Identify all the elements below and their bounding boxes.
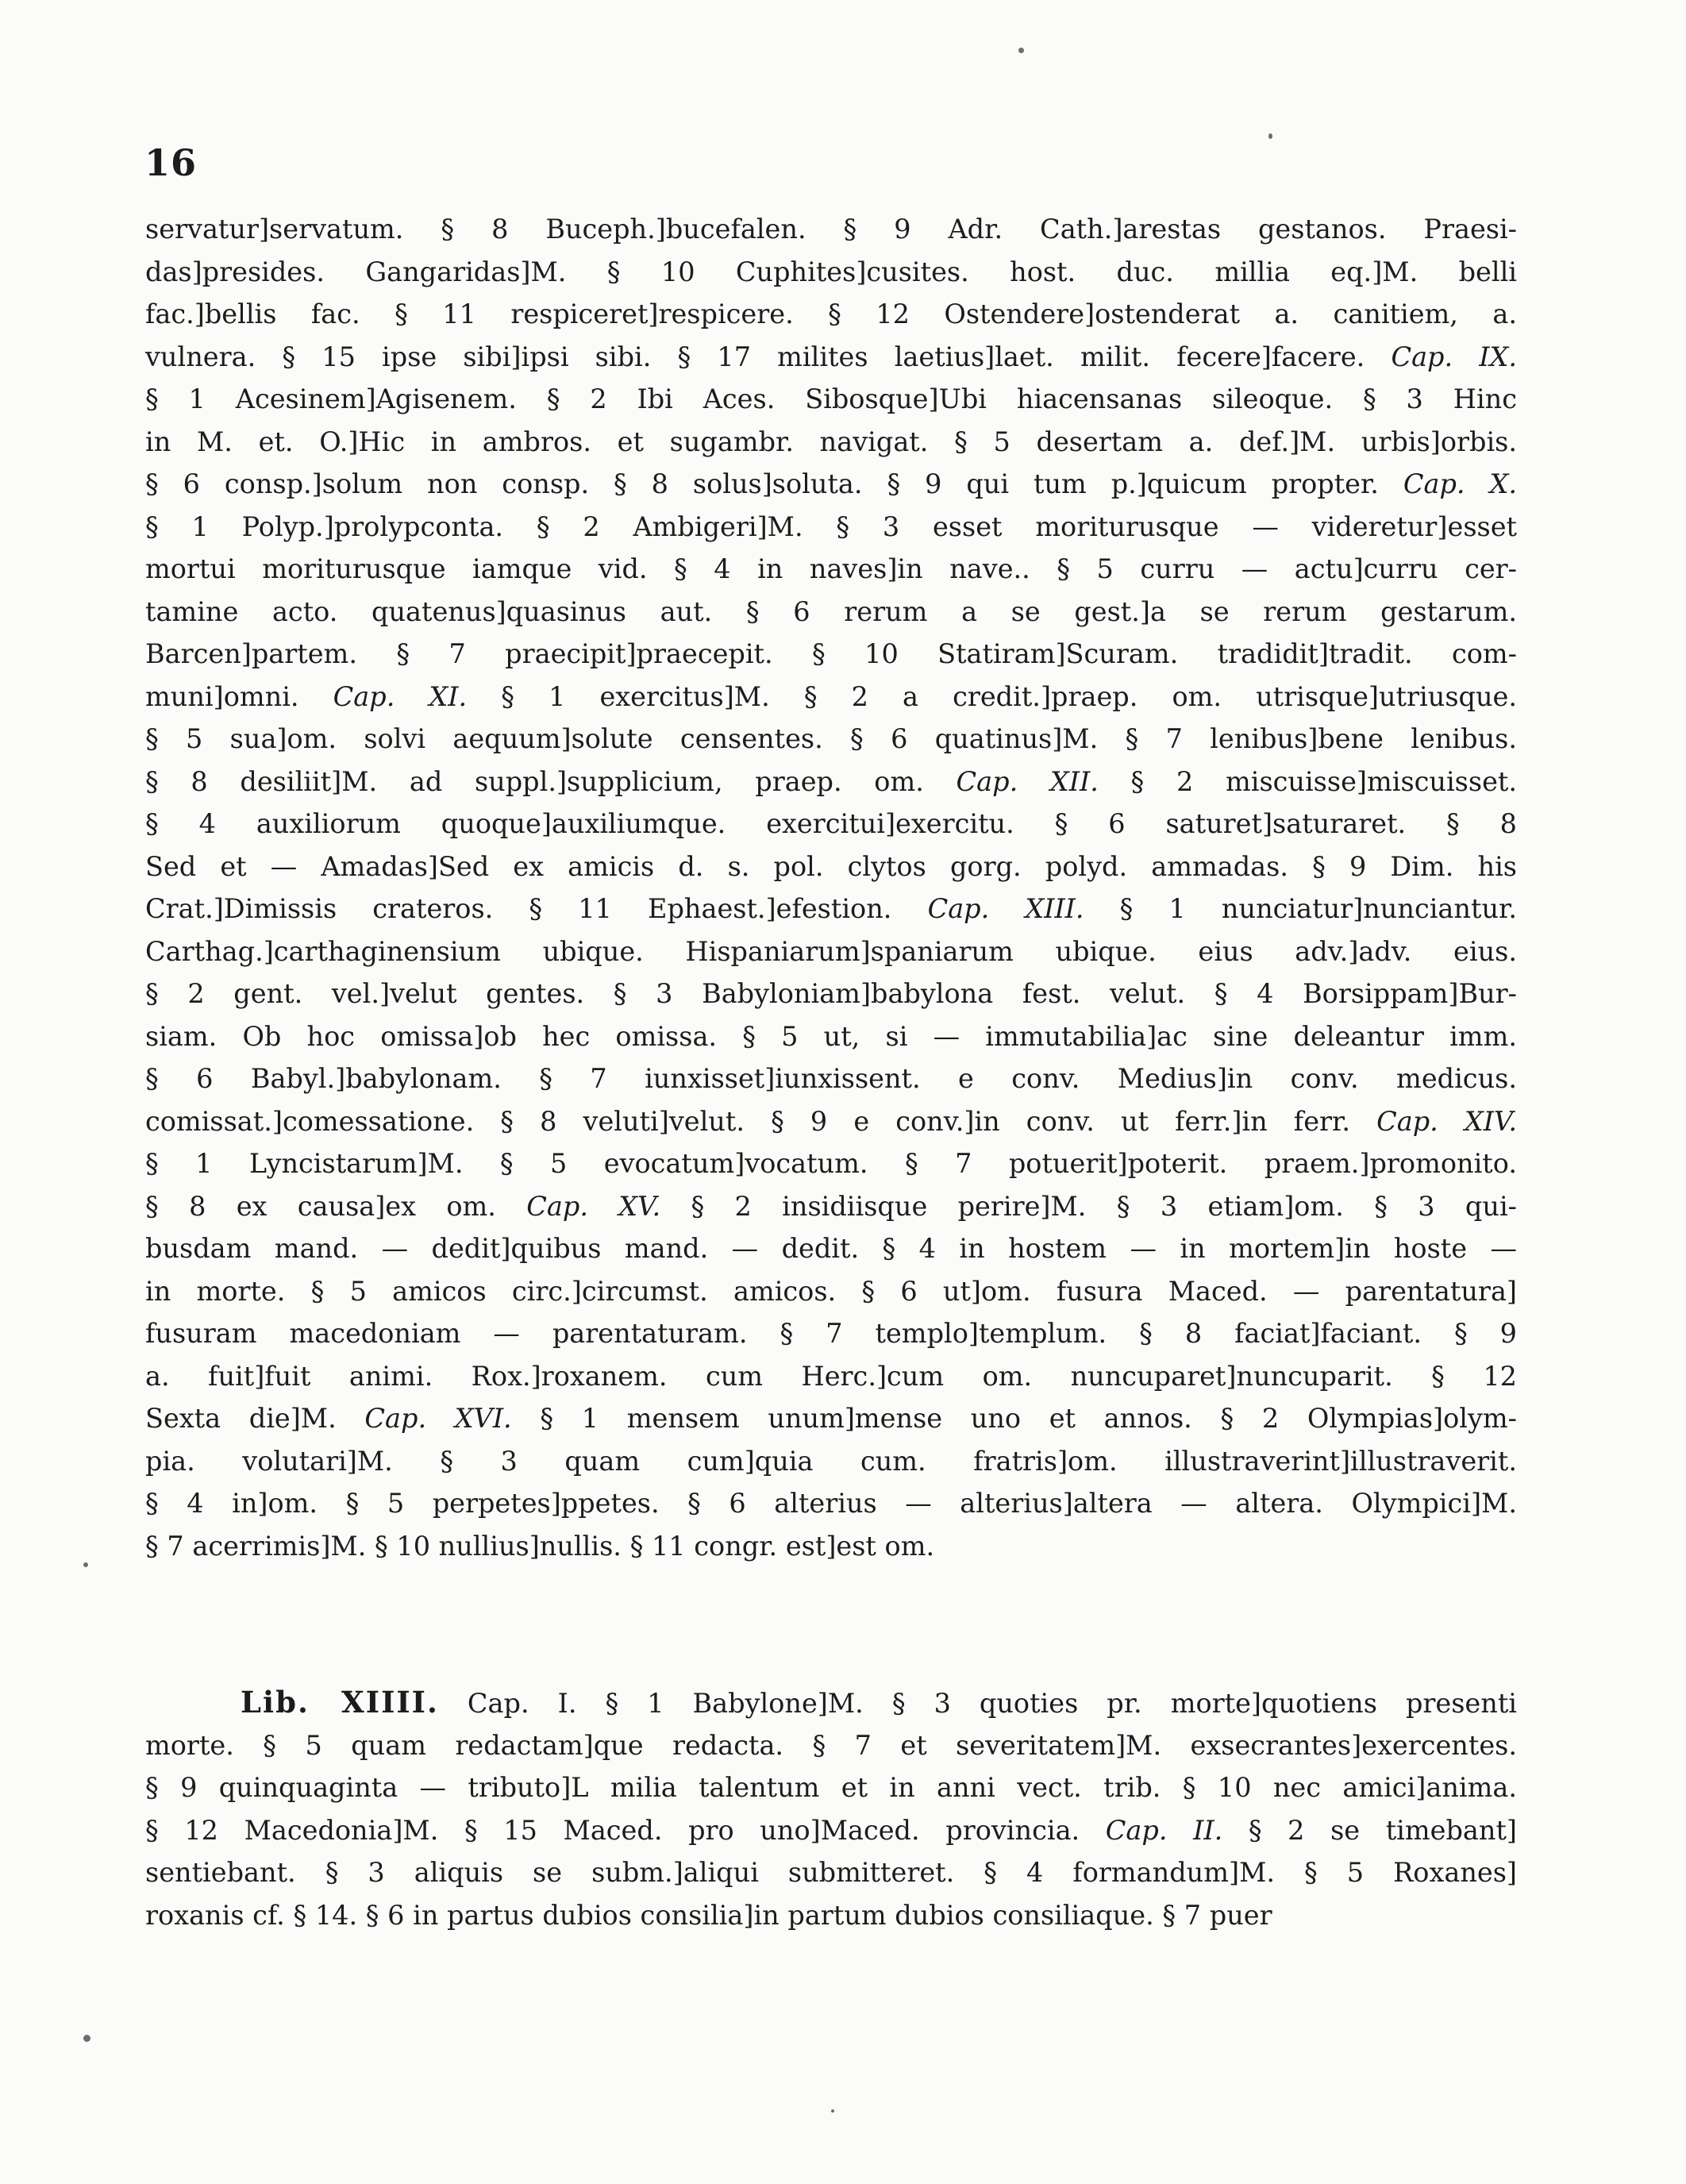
text-line: Sexta die]M. Cap. XVI. § 1 mensem unum]mense uno et annos. § 2 Olympias]olym-: [145, 1403, 1517, 1434]
text-line: § 6 Babyl.]babylonam. § 7 iunxisset]iunxissent. e conv. Medius]in conv. medicus.: [145, 1063, 1517, 1094]
paper-speck: [83, 1562, 88, 1567]
text-line: fac.]bellis fac. § 11 respiceret]respicere. § 12 Ostendere]ostenderat a. canitiem, a.: [145, 299, 1517, 329]
text-line: Crat.]Dimissis crateros. § 11 Ephaest.]efestion. Cap. XIII. § 1 nunciatur]nunciantur.: [145, 893, 1518, 924]
page-number: 16: [144, 141, 198, 184]
text-line: in morte. § 5 amicos circ.]circumst. amicos. § 6 ut]om. fusura Maced. — parentatura]: [145, 1275, 1517, 1307]
text-line: tamine acto. quatenus]quasinus aut. § 6 rerum a se gest.]a se rerum gestarum.: [145, 595, 1517, 627]
chapter-marker: Cap. XVI.: [364, 1403, 512, 1434]
text-line: sentiebant. § 3 aliquis se subm.]aliqui submitteret. § 4 formandum]M. § 5 Roxanes]: [145, 1857, 1517, 1888]
text-line: fusuram macedoniam — parentaturam. § 7 templo]templum. § 8 faciat]faciant. § 9: [145, 1318, 1517, 1349]
text-line: muni]omni. Cap. XI. § 1 exercitus]M. § 2 a credit.]praep. om. utrisque]utriusque.: [145, 680, 1517, 712]
paper-speck: [1018, 48, 1024, 53]
text-line: Sed et — Amadas]Sed ex amicis d. s. pol. clytos gorg. polyd. ammadas. § 9 Dim. his: [145, 850, 1517, 882]
chapter-marker: Cap. X.: [1403, 468, 1517, 499]
text-line: § 5 sua]om. solvi aequum]solute censentes. § 6 quatinus]M. § 7 lenibus]bene lenibus.: [145, 723, 1517, 754]
book-heading: Lib. XIIII.: [241, 1685, 439, 1720]
paper-speck: [83, 2035, 90, 2042]
chapter-marker: Cap. XIV.: [1376, 1105, 1517, 1137]
text-line: § 1 Acesinem]Agisenem. § 2 Ibi Aces. Sibosque]Ubi hiacensanas sileoque. § 3 Hinc: [145, 383, 1517, 414]
text-line: Barcen]partem. § 7 praecipit]praecepit. § 10 Statiram]Scuram. tradidit]tradit. com-: [145, 638, 1517, 669]
text-line: § 7 acerrimis]M. § 10 nullius]nullis. § 11 congr. est]est om.: [145, 1530, 935, 1562]
text-line: das]presides. Gangaridas]M. § 10 Cuphites]cusites. host. duc. millia eq.]M. belli: [145, 256, 1517, 287]
text-line: pia. volutari]M. § 3 quam cum]quia cum. fratris]om. illustraverint]illustraverit.: [145, 1445, 1517, 1477]
text-line: in M. et. O.]Hic in ambros. et sugambr. navigat. § 5 desertam a. def.]M. urbis]orbis.: [145, 426, 1517, 457]
chapter-marker: Cap. XI.: [333, 680, 468, 712]
text-line: § 8 ex causa]ex om. Cap. XV. § 2 insidiisque perire]M. § 3 etiam]om. § 3 qui-: [145, 1190, 1517, 1222]
apparatus-section-lib-xiiii: [145, 1681, 1517, 1936]
text-line: § 8 desiliit]M. ad suppl.]supplicium, praep. om. Cap. XII. § 2 miscuisse]miscuisset.: [145, 765, 1518, 797]
chapter-marker: Cap. IX.: [1391, 341, 1518, 372]
apparatus-paragraph-1: [145, 208, 1517, 1567]
paper-speck: [831, 2109, 834, 2113]
text-line: busdam mand. — dedit]quibus mand. — dedit. § 4 in hostem — in mortem]in hoste —: [145, 1233, 1517, 1264]
text-line: comissat.]comessatione. § 8 veluti]velut. § 9 e conv.]in conv. ut ferr.]in ferr. Cap. XIV.: [145, 1105, 1517, 1137]
text-line: Carthag.]carthaginensium ubique. Hispaniarum]spaniarum ubique. eius adv.]adv. eius.: [145, 935, 1517, 967]
text-line: servatur]servatum. § 8 Buceph.]bucefalen. § 9 Adr. Cath.]arestas gestanos. Praesi-: [145, 214, 1517, 245]
text-line: mortui moriturusque iamque vid. § 4 in naves]in nave.. § 5 curru — actu]curru cer-: [145, 553, 1517, 584]
text-line: § 2 gent. vel.]velut gentes. § 3 Babyloniam]babylona fest. velut. § 4 Borsippam]Bur-: [145, 978, 1517, 1009]
chapter-marker: Cap. XIII.: [927, 893, 1084, 924]
section-first-line-text: Cap. I. § 1 Babylone]M. § 3 quoties pr. morte]quotiens presenti: [467, 1688, 1518, 1719]
text-line: § 4 auxiliorum quoque]auxiliumque. exercitui]exercitu. § 6 saturet]saturaret. § 8: [145, 808, 1517, 839]
text-line: roxanis cf. § 14. § 6 in partus dubios consilia]in partum dubios consiliaque. § 7 puer: [145, 1899, 1272, 1931]
chapter-marker: Cap. II.: [1105, 1814, 1223, 1846]
paper-speck: [1268, 133, 1272, 139]
text-line: siam. Ob hoc omissa]ob hec omissa. § 5 ut, si — immutabilia]ac sine deleantur imm.: [145, 1020, 1517, 1052]
text-line: § 6 consp.]solum non consp. § 8 solus]soluta. § 9 qui tum p.]quicum propter. Cap. X.: [145, 468, 1517, 499]
text-line: § 9 quinquaginta — tributo]L milia talentum et in anni vect. trib. § 10 nec amici]anima.: [145, 1772, 1517, 1803]
section-first-line: [145, 1681, 1517, 1724]
text-line: § 1 Polyp.]prolypconta. § 2 Ambigeri]M. § 3 esset moriturusque — videretur]esset: [145, 510, 1517, 542]
text-line: morte. § 5 quam redactam]que redacta. § 7 et severitatem]M. exsecrantes]exercentes.: [145, 1729, 1517, 1761]
chapter-marker: Cap. XII.: [956, 765, 1099, 797]
chapter-marker: Cap. XV.: [526, 1190, 661, 1222]
text-line: § 1 Lyncistarum]M. § 5 evocatum]vocatum. § 7 potuerit]poterit. praem.]promonito.: [145, 1148, 1517, 1179]
text-line: a. fuit]fuit animi. Rox.]roxanem. cum Herc.]cum om. nuncuparet]nuncuparit. § 12: [145, 1360, 1517, 1392]
text-line: § 4 in]om. § 5 perpetes]ppetes. § 6 alterius — alterius]altera — altera. Olympici]M.: [145, 1488, 1517, 1519]
text-line: vulnera. § 15 ipse sibi]ipsi sibi. § 17 milites laetius]laet. milit. fecere]facere. Cap. IX.: [145, 341, 1518, 372]
text-line: § 12 Macedonia]M. § 15 Maced. pro uno]Maced. provincia. Cap. II. § 2 se timebant]: [145, 1814, 1517, 1846]
